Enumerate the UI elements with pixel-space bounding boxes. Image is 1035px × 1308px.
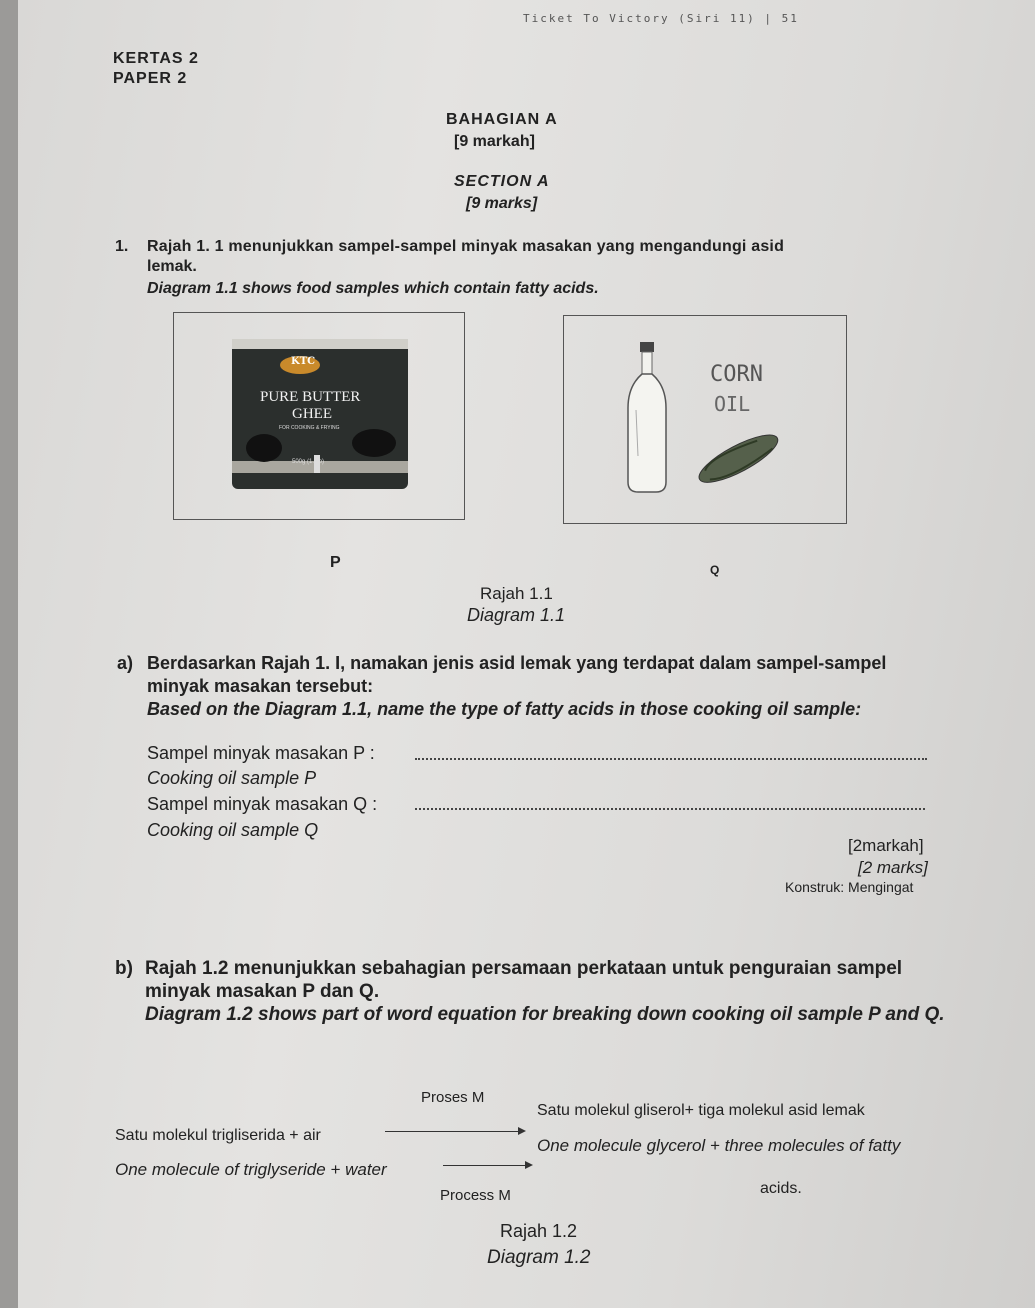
label-p: P (330, 554, 341, 571)
part-a-bm-line1: Berdasarkan Rajah 1. I, namakan jenis asid lemak yang terdapat dalam sampel-sampel (147, 653, 887, 673)
question-bm-line2: lemak. (147, 258, 197, 275)
equation-left-bm: Satu molekul trigliserida + air (115, 1127, 321, 1144)
ghee-line1: PURE BUTTER (260, 389, 361, 405)
process-m-en: Process M (440, 1187, 511, 1204)
part-b-en-line: Diagram 1.2 shows part of word equation for breaking down cooking oil sample P and Q. (145, 1004, 945, 1025)
caption-1-2-en: Diagram 1.2 (487, 1247, 591, 1268)
question-en-line: Diagram 1.1 shows food samples which contain fatty acids. (147, 280, 599, 297)
caption-1-2-bm: Rajah 1.2 (500, 1221, 578, 1241)
ghee-brand: KTC (291, 356, 316, 367)
sample-q-frame (563, 315, 847, 524)
label-q: Q (710, 563, 720, 577)
oil-label: OIL (714, 392, 751, 416)
part-a-marks-en: [2 marks] (858, 858, 928, 877)
part-b-bm-line2: minyak masakan P dan Q. (145, 981, 380, 1002)
equation-right-en-2: acids. (760, 1180, 802, 1197)
question-bm-line1: Rajah 1. 1 menunjukkan sampel-sampel minyak masakan yang mengandungi asid (147, 238, 785, 255)
sample-p-frame (173, 312, 465, 520)
paper-en: PAPER 2 (113, 70, 188, 87)
question-number: 1. (115, 238, 129, 255)
paper-bm: KERTAS 2 (113, 50, 199, 67)
equation-right-bm: Satu molekul gliserol+ tiga molekul asid lemak (537, 1102, 865, 1119)
ghee-line2: GHEE (292, 406, 332, 422)
corn-label: CORN (710, 362, 763, 387)
section-title-en: SECTION A (454, 173, 550, 190)
equation-right-en-1: One molecule glycerol + three molecules of fatty (537, 1136, 901, 1155)
part-b-bm-line1: Rajah 1.2 menunjukkan sebahagian persamaan perkataan untuk penguraian sampel (145, 958, 903, 979)
header-tag: Ticket To Victory (Siri 11) | 51 (523, 12, 799, 25)
sample-p-en: Cooking oil sample P (147, 768, 317, 788)
sample-q-en: Cooking oil sample Q (147, 820, 319, 840)
part-b-label: b) (115, 958, 133, 979)
equation-arrow-bm (385, 1131, 520, 1132)
construct-label: Konstruk: Mengingat (785, 879, 914, 895)
sample-p-bm: Sampel minyak masakan P : (147, 743, 375, 763)
equation-arrow-en (443, 1165, 527, 1166)
part-a-en-line: Based on the Diagram 1.1, name the type of fatty acids in those cooking oil sample: (147, 699, 862, 719)
answer-line-q[interactable] (415, 808, 925, 810)
section-title-bm: BAHAGIAN A (446, 111, 558, 128)
arrow-head-bm-icon (518, 1127, 526, 1135)
part-a-marks-bm: [2markah] (848, 836, 924, 855)
sample-q-bm: Sampel minyak masakan Q : (147, 794, 378, 814)
caption-1-1-en: Diagram 1.1 (467, 605, 566, 625)
equation-left-en: One molecule of triglyseride + water (115, 1160, 387, 1179)
part-a-bm-line2: minyak masakan tersebut: (147, 676, 374, 696)
answer-line-p[interactable] (415, 758, 927, 760)
section-marks-en: [9 marks] (466, 195, 538, 212)
corn-oil-image (564, 316, 846, 523)
arrow-head-en-icon (525, 1161, 533, 1169)
process-m-bm: Proses M (421, 1089, 485, 1106)
ghee-weight: 500g (1.1lb) (292, 459, 325, 465)
caption-1-1-bm: Rajah 1.1 (480, 584, 553, 603)
ghee-small: FOR COOKING & FRYING (279, 425, 340, 431)
part-a-label: a) (117, 653, 134, 673)
section-marks-bm: [9 markah] (454, 133, 535, 150)
